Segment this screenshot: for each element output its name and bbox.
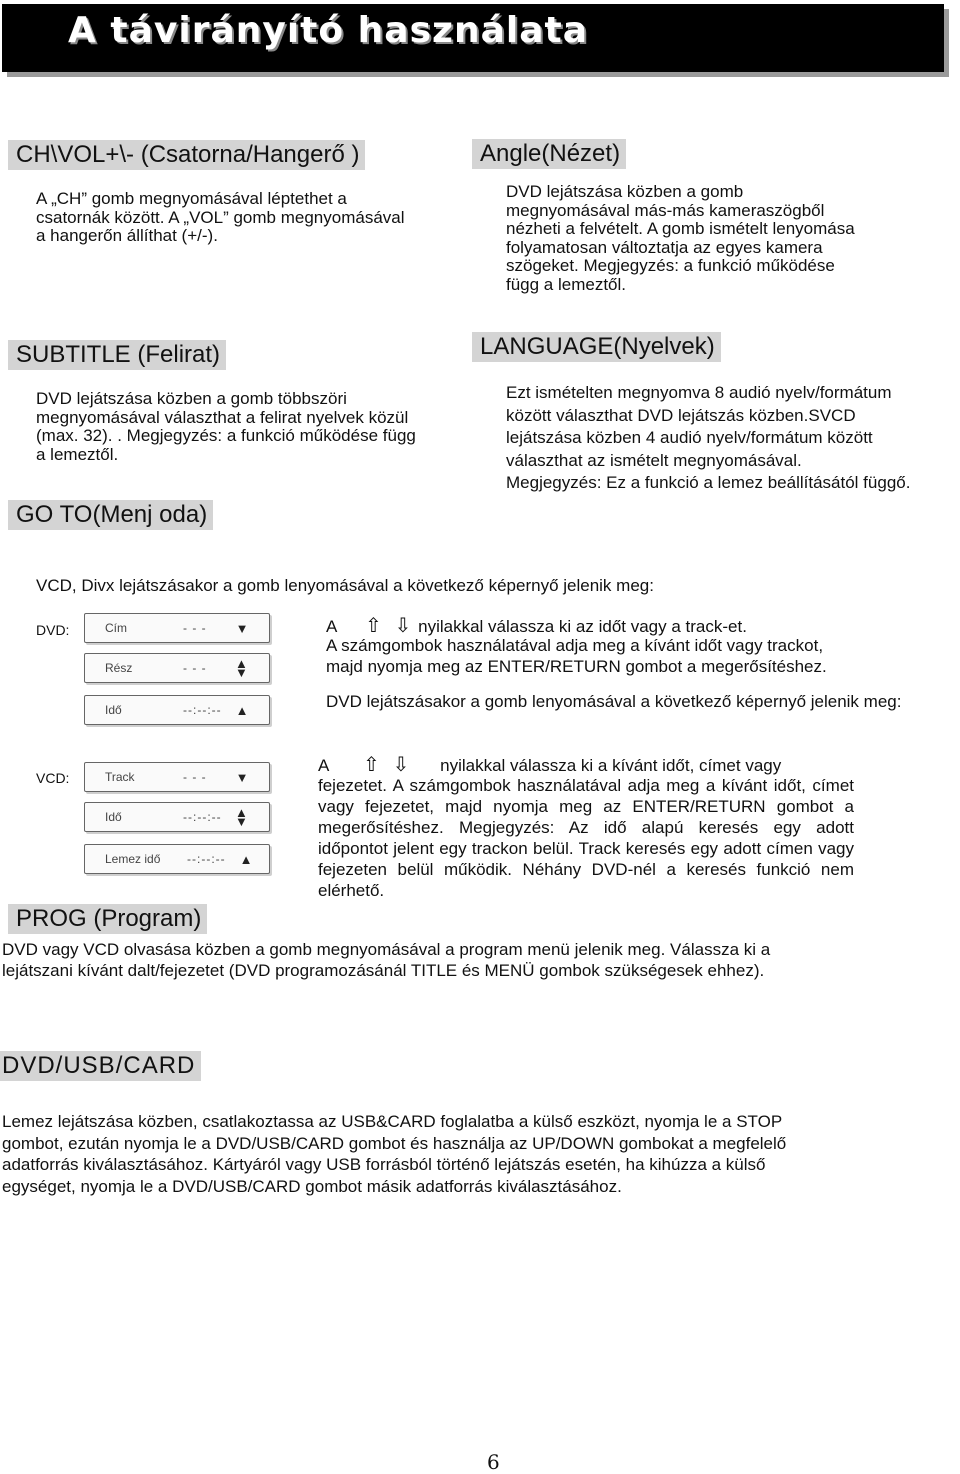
field-value: --:--:-- — [183, 703, 222, 717]
goto-intro: VCD, Divx lejátszásakor a gomb lenyomásával a következő képernyő jelenik meg: — [36, 576, 654, 595]
field-value: - - - — [183, 661, 207, 675]
page-title: A távirányító használata — [68, 10, 589, 51]
dvd-title-field[interactable] — [84, 613, 270, 643]
dvd-time-field[interactable] — [84, 695, 270, 725]
up-arrow-icon: ▲ — [235, 702, 249, 718]
down-arrow-icon: ⇩ — [394, 613, 412, 637]
dvd-play-note: DVD lejátszásakor a gomb lenyomásával a következő képernyő jelenik meg: — [326, 692, 902, 711]
dvd-label: DVD: — [36, 622, 70, 638]
angle-heading: Angle(Nézet) — [472, 139, 626, 169]
field-label: Idő — [105, 703, 122, 717]
up-arrow-icon: ⇧ — [363, 752, 380, 776]
subtitle-heading: SUBTITLE (Felirat) — [8, 340, 226, 370]
goto-heading: GO TO(Menj oda) — [8, 500, 213, 530]
dvdusb-text: Lemez lejátszása közben, csatlakoztassa az USB&CARD foglalatba a külső eszközt, nyomja le a STOP gombot, ezután nyomja le a DVD/USB/CARD gombot és használja az UP/DOWN gombokat a megfelelő adatforrás kiválasztásához. Kártyáról vagy USB forrásból történő lejátszás esetén, ha kihúzza a külső egységet, nyomja le a DVD/USB/CARD gombot másik adatforrás kiválasztásához. — [2, 1112, 787, 1196]
vcd-track-field[interactable] — [84, 762, 270, 792]
up-arrow-icon: ▲ — [239, 851, 253, 867]
chvol-heading: CH\VOL+\- (Csatorna/Hangerő ) — [8, 140, 365, 170]
field-label: Rész — [105, 661, 133, 675]
field-label: Lemez idő — [105, 852, 161, 866]
prog-text: DVD vagy VCD olvasása közben a gomb megnyomásával a program menü jelenik meg. Válassza ki a lejátszani kívánt dalt/fejezetet (DVD programozásánál TITLE és MENÜ gombok szükségesek ehhez). — [2, 940, 771, 980]
up-arrow-icon: ⇧ — [365, 613, 382, 637]
field-label: Idő — [105, 810, 122, 824]
vcd-time-field[interactable] — [84, 802, 270, 832]
field-value: - - - — [183, 770, 207, 784]
vcd-disc-time-field[interactable] — [84, 844, 270, 874]
down-arrow-icon: ▼ — [235, 769, 249, 785]
up-down-arrow-icon: ▲▼ — [235, 656, 248, 680]
dvdusb-heading: DVD/USB/CARD — [0, 1051, 201, 1081]
language-heading: LANGUAGE(Nyelvek) — [472, 332, 721, 362]
vcd-search-line1: nyilakkal válassza ki a kívánt időt, címet vagy — [440, 756, 782, 775]
field-value: - - - — [183, 621, 207, 635]
vcd-search-text-line1 — [318, 753, 781, 778]
dvd-search-line1: nyilakkal válassza ki az időt vagy a track-et. — [418, 617, 747, 636]
vcd-label: VCD: — [36, 770, 70, 786]
field-label: Cím — [105, 621, 127, 635]
page-number: 6 — [487, 1450, 500, 1474]
dvd-search-text-rest: A számgombok használatával adja meg a kívánt időt vagy trackot, majd nyomja meg az ENTER/RETURN gombot a megerősítéshez. — [326, 636, 827, 676]
text-a: A — [318, 756, 329, 775]
prog-heading: PROG (Program) — [8, 904, 207, 934]
text-a: A — [326, 617, 337, 636]
down-arrow-icon: ▼ — [235, 620, 249, 636]
language-text: Ezt ismételten megnyomva 8 audió nyelv/formátum között választhat DVD lejátszás közben.SVCD lejátszása közben 4 audió nyelv/formátum között választhat az ismételt megnyomásával. Megjegyzés: Ez a funkció a lemez beállításától függő. — [506, 383, 911, 492]
dvd-chapter-field[interactable] — [84, 653, 270, 683]
angle-text: DVD lejátszása közben a gomb megnyomásával más-más kameraszögből nézheti a felvételt. A gomb ismételt lenyomása folyamatosan változtatja az egyes kamera szögeket. Megjegyzés: a funkció működése függ a lemeztől. — [506, 182, 855, 294]
up-down-arrow-icon: ▲▼ — [235, 805, 248, 829]
field-value: --:--:-- — [183, 810, 222, 824]
field-value: --:--:-- — [187, 852, 226, 866]
chvol-text: A „CH” gomb megnyomásával léptethet a csatornák között. A „VOL” gomb megnyomásával a hangerőn állíthat (+/-). — [36, 189, 405, 245]
field-label: Track — [105, 770, 135, 784]
subtitle-text: DVD lejátszása közben a gomb többszöri megnyomásával választhat a felirat nyelvek közül (max. 32). . Megjegyzés: a funkció működése függ a lemeztől. — [36, 389, 416, 464]
vcd-search-text-rest: fejezetet. A számgombok használatával adja meg a kívánt időt, címet vagy fejezetet, majd nyomja meg az ENTER/RETURN gombot a megerősítéshez. Megjegyzés: Az idő alapú keresés egy adott időpontot jelent egy trackon belül. Track keresés egy adott címen vagy fejezeten belül működik. Néhány DVD-nél a keresés funkció nem elérhető. — [318, 776, 854, 900]
down-arrow-icon: ⇩ — [392, 752, 410, 776]
